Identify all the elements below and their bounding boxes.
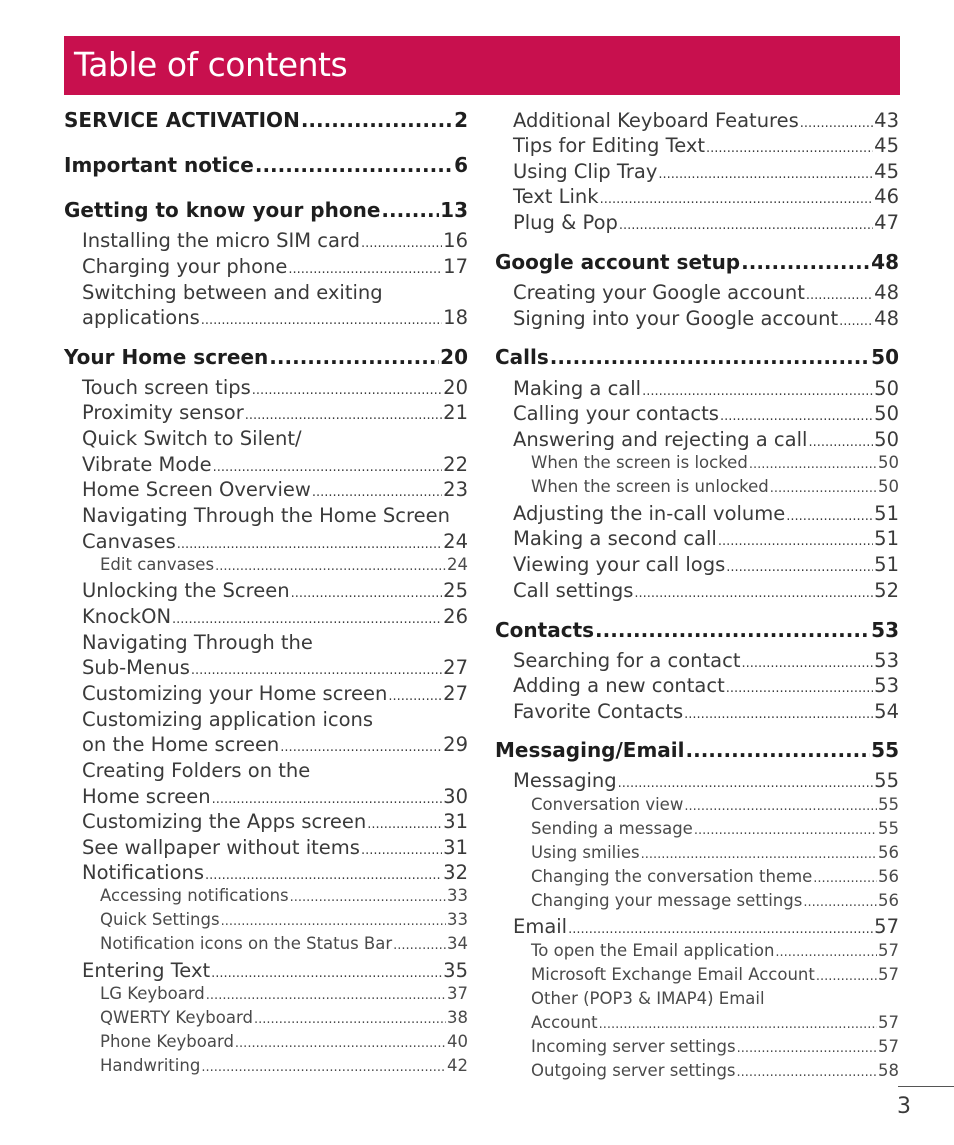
toc-entry-title: Adding a new contact	[513, 674, 725, 697]
toc-leader-dots	[749, 454, 877, 476]
toc-entry-page-number: 55	[878, 819, 899, 838]
toc-entry-level-3[interactable]	[531, 794, 899, 818]
toc-entry-title: Navigating Through the	[82, 631, 313, 654]
toc-entry-level-2[interactable]	[82, 681, 468, 709]
toc-entry-page-number: 48	[874, 281, 899, 304]
toc-entry-page-number: 42	[447, 1056, 468, 1075]
toc-entry-title: When the screen is locked	[531, 453, 748, 472]
page-title: Table of contents	[74, 45, 348, 84]
toc-entry-title: Messaging/Email	[495, 738, 685, 762]
toc-entry-level-3[interactable]	[531, 1036, 899, 1060]
toc-entry-title: Incoming server settings	[531, 1037, 736, 1056]
toc-entry-title: Switching between and exiting	[82, 281, 383, 304]
toc-entry-title: Signing into your Google account	[513, 307, 839, 330]
toc-entry-level-1[interactable]	[495, 618, 899, 642]
toc-entry-title: Calls	[495, 345, 549, 369]
toc-entry-page-number: 55	[871, 738, 899, 762]
toc-leader-dots	[595, 618, 870, 642]
toc-entry-title: Using smilies	[531, 843, 640, 862]
toc-entry-page-number: 51	[874, 553, 899, 576]
toc-entry-title: Accessing notifications	[100, 886, 289, 905]
toc-entry-page-number: 17	[443, 255, 468, 278]
toc-entry-page-number: 6	[454, 153, 468, 177]
toc-entry-title: Using Clip Tray	[513, 160, 658, 183]
toc-entry-level-2[interactable]	[513, 501, 899, 529]
toc-entry-level-2[interactable]	[82, 732, 468, 760]
toc-entry-title: Navigating Through the Home Screen	[82, 504, 450, 527]
toc-entry-level-2[interactable]	[513, 673, 899, 701]
toc-entry-title: See wallpaper without items	[82, 836, 360, 859]
toc-entry-level-2[interactable]	[513, 427, 899, 455]
toc-leader-dots	[393, 935, 446, 957]
toc-entry-page-number: 54	[874, 700, 899, 723]
toc-entry-title: Notification icons on the Status Bar	[100, 934, 393, 953]
toc-entry-title: Unlocking the Screen	[82, 579, 290, 602]
toc-leader-dots	[235, 1033, 446, 1055]
toc-leader-dots	[737, 1038, 877, 1060]
toc-entry-title: Call settings	[513, 579, 634, 602]
toc-entry-page-number: 13	[440, 198, 468, 222]
toc-leader-dots	[839, 309, 873, 334]
toc-leader-dots	[215, 556, 446, 578]
toc-leader-dots	[206, 985, 446, 1007]
toc-entry-title: Making a second call	[513, 527, 717, 550]
toc-entry-level-1[interactable]	[495, 738, 899, 762]
toc-entry-level-3[interactable]	[100, 885, 468, 909]
toc-leader-dots	[312, 480, 442, 505]
toc-entry-page-number: 57	[878, 1013, 899, 1032]
toc-entry-page-number: 20	[443, 376, 468, 399]
toc-entry-level-2[interactable]	[82, 707, 468, 732]
toc-leader-dots	[599, 1014, 877, 1036]
toc-entry-page-number: 55	[878, 795, 899, 814]
toc-entry-page-number: 43	[874, 109, 899, 132]
toc-entry-page-number: 47	[874, 211, 899, 234]
toc-entry-page-number: 56	[878, 891, 899, 910]
toc-entry-level-2[interactable]	[82, 784, 468, 812]
toc-entry-title: When the screen is unlocked	[531, 477, 769, 496]
toc-entry-level-2[interactable]	[513, 768, 899, 796]
toc-entry-page-number: 30	[443, 785, 468, 808]
toc-entry-title: Answering and rejecting a call	[513, 428, 808, 451]
toc-entry-level-2[interactable]	[82, 228, 468, 256]
toc-entry-page-number: 23	[443, 478, 468, 501]
toc-leader-dots	[245, 403, 442, 428]
toc-leader-dots	[726, 676, 873, 701]
toc-entry-page-number: 40	[447, 1032, 468, 1051]
toc-entry-level-2[interactable]	[82, 630, 468, 655]
toc-entry-level-2[interactable]	[82, 758, 468, 783]
toc-entry-level-3[interactable]	[100, 933, 468, 957]
toc-leader-dots	[381, 198, 439, 222]
toc-entry-page-number: 27	[443, 656, 468, 679]
toc-entry-title: KnockON	[82, 605, 172, 628]
toc-leader-dots	[684, 702, 873, 727]
toc-leader-dots	[737, 1062, 877, 1084]
toc-entry-level-2[interactable]	[513, 914, 899, 942]
toc-entry-level-2[interactable]	[513, 159, 899, 187]
toc-leader-dots	[201, 1057, 446, 1079]
toc-entry-title: Email	[513, 915, 568, 938]
toc-entry-title: Contacts	[495, 618, 595, 642]
toc-entry-page-number: 48	[871, 250, 899, 274]
toc-entry-page-number: 24	[443, 530, 468, 553]
toc-entry-page-number: 52	[874, 579, 899, 602]
toc-entry-page-number: 57	[878, 941, 899, 960]
toc-entry-title: Searching for a contact	[513, 649, 741, 672]
toc-entry-level-3[interactable]	[531, 842, 899, 866]
toc-entry-page-number: 33	[447, 886, 468, 905]
toc-entry-level-2[interactable]	[82, 305, 468, 333]
toc-entry-level-2[interactable]	[513, 699, 899, 727]
toc-entry-page-number: 50	[878, 453, 899, 472]
toc-entry-title: Google account setup	[495, 250, 741, 274]
toc-leader-dots	[803, 892, 877, 914]
toc-entry-title: Quick Switch to Silent/	[82, 427, 302, 450]
toc-entry-title: on the Home screen	[82, 733, 280, 756]
toc-entry-level-1[interactable]	[64, 345, 468, 369]
toc-entry-page-number: 57	[874, 915, 899, 938]
toc-leader-dots	[726, 555, 873, 580]
toc-entry-title: Installing the micro SIM card	[82, 229, 360, 252]
toc-entry-page-number: 20	[440, 345, 468, 369]
toc-entry-level-2[interactable]	[82, 254, 468, 282]
toc-entry-title: applications	[82, 306, 200, 329]
toc-entry-page-number: 31	[443, 810, 468, 833]
toc-entry-level-2[interactable]	[82, 655, 468, 683]
toc-entry-level-3[interactable]	[531, 476, 899, 500]
toc-leader-dots	[255, 153, 453, 177]
page-number-rule	[898, 1086, 954, 1087]
toc-leader-dots	[288, 257, 442, 282]
toc-entry-page-number: 51	[874, 527, 899, 550]
toc-leader-dots	[201, 308, 442, 333]
toc-entry-level-2[interactable]	[82, 477, 468, 505]
toc-leader-dots	[361, 231, 442, 256]
toc-leader-dots	[720, 404, 873, 429]
toc-entry-page-number: 57	[878, 1037, 899, 1056]
toc-leader-dots	[634, 581, 873, 606]
toc-leader-dots	[806, 283, 873, 308]
toc-leader-dots	[618, 771, 874, 796]
toc-entry-level-2[interactable]	[513, 401, 899, 429]
toc-entry-title: Customizing the Apps screen	[82, 810, 367, 833]
toc-entry-level-2[interactable]	[82, 809, 468, 837]
toc-entry-level-3[interactable]	[531, 940, 899, 964]
toc-entry-level-3[interactable]	[531, 890, 899, 914]
toc-entry-level-2[interactable]	[513, 108, 899, 136]
toc-entry-title: QWERTY Keyboard	[100, 1008, 253, 1027]
toc-entry-title: Account	[531, 1013, 598, 1032]
toc-entry-level-3[interactable]	[100, 1055, 468, 1079]
toc-entry-title: Notifications	[82, 861, 205, 884]
toc-entry-page-number: 57	[878, 965, 899, 984]
toc-leader-dots	[600, 187, 874, 212]
toc-entry-title: Home Screen Overview	[82, 478, 311, 501]
toc-entry-title: Messaging	[513, 769, 617, 792]
toc-leader-dots	[291, 581, 443, 606]
toc-leader-dots	[741, 250, 870, 274]
toc-entry-page-number: 21	[443, 401, 468, 424]
toc-entry-title: Handwriting	[100, 1056, 201, 1075]
toc-entry-title: Quick Settings	[100, 910, 220, 929]
toc-entry-level-3[interactable]	[531, 1060, 899, 1084]
toc-entry-page-number: 34	[447, 934, 468, 953]
toc-entry-level-2[interactable]	[82, 503, 468, 528]
toc-entry-title: Text Link	[513, 185, 599, 208]
toc-entry-level-1[interactable]	[495, 345, 899, 369]
page-number: 3	[897, 1094, 911, 1119]
toc-entry-title: Microsoft Exchange Email Account	[531, 965, 815, 984]
toc-entry-title: Your Home screen	[64, 345, 269, 369]
toc-entry-page-number: 45	[874, 160, 899, 183]
toc-entry-title: LG Keyboard	[100, 984, 205, 1003]
toc-leader-dots	[301, 108, 453, 132]
toc-entry-title: Edit canvases	[100, 555, 215, 574]
toc-entry-level-3[interactable]	[100, 554, 468, 578]
toc-entry-level-1[interactable]	[64, 153, 468, 177]
toc-entry-level-2[interactable]	[82, 375, 468, 403]
toc-entry-page-number: 58	[878, 1061, 899, 1080]
toc-entry-title: Additional Keyboard Features	[513, 109, 799, 132]
toc-leader-dots	[775, 942, 877, 964]
toc-entry-level-2[interactable]	[82, 835, 468, 863]
toc-leader-dots	[816, 966, 877, 988]
toc-entry-level-3[interactable]	[100, 1007, 468, 1031]
toc-leader-dots	[706, 136, 873, 161]
toc-entry-title: Home screen	[82, 785, 211, 808]
toc-leader-dots	[770, 478, 877, 500]
toc-entry-title: Outgoing server settings	[531, 1061, 736, 1080]
toc-entry-level-2[interactable]	[82, 860, 468, 888]
toc-entry-title: Sub-Menus	[82, 656, 190, 679]
toc-entry-title: Getting to know your phone	[64, 198, 381, 222]
toc-entry-title: Creating your Google account	[513, 281, 805, 304]
toc-leader-dots	[280, 735, 442, 760]
toc-entry-level-2[interactable]	[513, 376, 899, 404]
toc-entry-page-number: 29	[443, 733, 468, 756]
toc-entry-title: Plug & Pop	[513, 211, 618, 234]
toc-entry-level-2[interactable]	[82, 958, 468, 986]
toc-entry-page-number: 50	[878, 477, 899, 496]
toc-entry-level-2[interactable]	[513, 578, 899, 606]
toc-leader-dots	[641, 844, 877, 866]
toc-entry-title: Calling your contacts	[513, 402, 719, 425]
toc-entry-level-3[interactable]	[531, 1012, 899, 1036]
toc-entry-title: Charging your phone	[82, 255, 288, 278]
toc-leader-dots	[568, 917, 873, 942]
toc-leader-dots	[694, 820, 877, 842]
toc-entry-page-number: 27	[443, 682, 468, 705]
toc-entry-level-2[interactable]	[513, 184, 899, 212]
toc-entry-page-number: 32	[443, 861, 468, 884]
toc-leader-dots	[686, 738, 871, 762]
toc-entry-page-number: 25	[443, 579, 468, 602]
toc-entry-level-2[interactable]	[82, 578, 468, 606]
toc-leader-dots	[550, 345, 870, 369]
toc-entry-level-3[interactable]	[100, 1031, 468, 1055]
toc-entry-title: Entering Text	[82, 959, 211, 982]
toc-entry-title: SERVICE ACTIVATION	[64, 108, 300, 132]
toc-leader-dots	[290, 887, 446, 909]
toc-entry-page-number: 37	[447, 984, 468, 1003]
toc-entry-page-number: 45	[874, 134, 899, 157]
toc-entry-title: Favorite Contacts	[513, 700, 684, 723]
toc-entry-page-number: 38	[447, 1008, 468, 1027]
toc-entry-page-number: 48	[874, 307, 899, 330]
toc-entry-level-3[interactable]	[531, 988, 899, 1010]
toc-entry-level-3[interactable]	[531, 866, 899, 890]
toc-entry-page-number: 24	[447, 555, 468, 574]
toc-leader-dots	[367, 812, 442, 837]
toc-entry-page-number: 55	[874, 769, 899, 792]
toc-entry-title: Customizing your Home screen	[82, 682, 388, 705]
toc-entry-level-2[interactable]	[82, 529, 468, 557]
toc-entry-title: Canvases	[82, 530, 176, 553]
toc-leader-dots	[684, 796, 877, 818]
toc-entry-page-number: 26	[443, 605, 468, 628]
toc-entry-page-number: 50	[874, 428, 899, 451]
toc-entry-title: Viewing your call logs	[513, 553, 726, 576]
toc-entry-level-2[interactable]	[82, 400, 468, 428]
toc-leader-dots	[388, 684, 442, 709]
toc-entry-title: Creating Folders on the	[82, 759, 311, 782]
toc-entry-page-number: 2	[454, 108, 468, 132]
toc-entry-page-number: 56	[878, 843, 899, 862]
toc-entry-page-number: 56	[878, 867, 899, 886]
toc-leader-dots	[172, 607, 442, 632]
toc-entry-page-number: 53	[874, 674, 899, 697]
toc-entry-level-3[interactable]	[531, 818, 899, 842]
toc-entry-title: Customizing application icons	[82, 708, 374, 731]
toc-entry-title: Tips for Editing Text	[513, 134, 706, 157]
toc-entry-title: Proximity sensor	[82, 401, 244, 424]
toc-entry-title: Changing your message settings	[531, 891, 803, 910]
toc-leader-dots	[191, 658, 442, 683]
toc-entry-title: Adjusting the in-call volume	[513, 502, 786, 525]
toc-entry-page-number: 50	[871, 345, 899, 369]
toc-entry-level-2[interactable]	[513, 648, 899, 676]
toc-entry-level-1[interactable]	[64, 108, 468, 132]
toc-leader-dots	[254, 1009, 446, 1031]
toc-entry-title: Other (POP3 & IMAP4) Email	[531, 989, 765, 1008]
toc-entry-title: Changing the conversation theme	[531, 867, 813, 886]
toc-header-banner	[64, 36, 900, 95]
toc-entry-level-2[interactable]	[513, 280, 899, 308]
toc-entry-page-number: 53	[874, 649, 899, 672]
toc-entry-page-number: 35	[443, 959, 468, 982]
toc-leader-dots	[813, 868, 877, 890]
toc-entry-title: Phone Keyboard	[100, 1032, 234, 1051]
toc-entry-page-number: 18	[443, 306, 468, 329]
toc-entry-title: Vibrate Mode	[82, 453, 212, 476]
toc-leader-dots	[619, 213, 873, 238]
toc-entry-level-2[interactable]	[513, 210, 899, 238]
toc-entry-level-2[interactable]	[513, 133, 899, 161]
toc-entry-page-number: 46	[874, 185, 899, 208]
toc-entry-title: Touch screen tips	[82, 376, 251, 399]
toc-entry-level-1[interactable]	[64, 198, 468, 222]
toc-entry-level-2[interactable]	[513, 306, 899, 334]
toc-entry-page-number: 53	[871, 618, 899, 642]
toc-entry-level-2[interactable]	[513, 526, 899, 554]
toc-leader-dots	[718, 529, 873, 554]
toc-entry-page-number: 50	[874, 402, 899, 425]
toc-entry-page-number: 31	[443, 836, 468, 859]
toc-entry-level-1[interactable]	[495, 250, 899, 274]
toc-entry-page-number: 33	[447, 910, 468, 929]
toc-entry-level-3[interactable]	[531, 452, 899, 476]
toc-entry-level-2[interactable]	[513, 552, 899, 580]
toc-entry-title: Conversation view	[531, 795, 684, 814]
toc-entry-level-2[interactable]	[82, 426, 468, 451]
toc-entry-level-2[interactable]	[82, 280, 468, 305]
toc-entry-title: To open the Email application	[531, 941, 775, 960]
toc-entry-page-number: 50	[874, 377, 899, 400]
toc-leader-dots	[269, 345, 439, 369]
toc-leader-dots	[221, 911, 446, 933]
toc-entry-title: Making a call	[513, 377, 642, 400]
toc-entry-page-number: 22	[443, 453, 468, 476]
toc-entry-level-2[interactable]	[82, 604, 468, 632]
toc-entry-page-number: 16	[443, 229, 468, 252]
toc-entry-title: Important notice	[64, 153, 254, 177]
toc-entry-level-3[interactable]	[100, 983, 468, 1007]
toc-entry-level-3[interactable]	[531, 964, 899, 988]
toc-entry-level-3[interactable]	[100, 909, 468, 933]
toc-entry-level-2[interactable]	[82, 452, 468, 480]
toc-entry-title: Sending a message	[531, 819, 693, 838]
toc-entry-page-number: 51	[874, 502, 899, 525]
